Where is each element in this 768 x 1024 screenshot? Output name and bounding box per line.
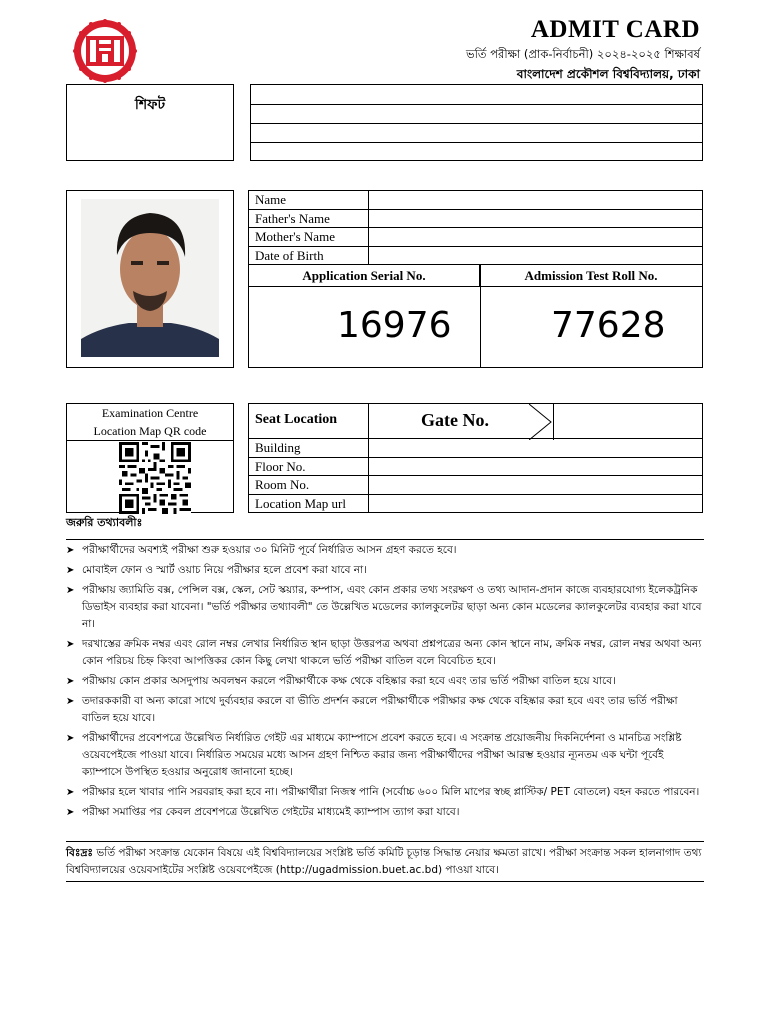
shift-row-divider xyxy=(251,142,702,143)
divider-line xyxy=(66,881,704,882)
university-logo xyxy=(72,18,138,84)
numbers-box xyxy=(248,264,703,368)
mother-name-value xyxy=(369,228,703,247)
qr-caption-divider xyxy=(67,440,233,441)
room-no-label: Room No. xyxy=(255,477,310,492)
shift-box xyxy=(66,84,234,161)
bullet-arrow-icon: ➤ xyxy=(66,545,75,556)
divider-line xyxy=(66,539,704,540)
roll-no-value: 77628 xyxy=(551,305,666,346)
qr-code-box xyxy=(66,403,234,513)
table-row xyxy=(249,246,703,265)
gate-value-divider xyxy=(553,404,554,440)
university-name: বাংলাদেশ প্রকৌশল বিশ্ববিদ্যালয়, ঢাকা xyxy=(516,67,700,81)
table-row xyxy=(249,228,703,247)
instruction-text: তদারককারী বা অন্য কারো সাথে দুর্ব্যবহার করলে বা ভীতি প্রদর্শন করলে পরীক্ষার্থীকে পরীক্ষার কক্ষ থেকে বহিষ্কার করা হবে এবং তার ভর্তি পরীক্ষা বাতিল হয়ে যাবে। xyxy=(82,695,678,724)
note-paragraph xyxy=(66,845,704,879)
mother-name-label: Mother's Name xyxy=(249,228,369,247)
instruction-text: পরীক্ষায় জ্যামিতি বক্স, পেন্সিল বক্স, স্কেল, সেট স্কয়্যার, কম্পাস, এবং কোন প্রকার তথ্য সংরক্ষণ ও তথ্য আদান-প্রদান কাজে ব্যবহারযোগ্য ইলেকট্রনিক ডিভাইস ব্যবহার করা যাবেনা। "ভর্তি পরীক্ষার তথ্যাবলী" তে উল্লেখিত মডেলের ক্যালকুলেটর ছাড়া অন্য কোন মডেলের ক্যালকুলেটর ব্যবহার করা যাবে না। xyxy=(82,584,702,630)
bullet-arrow-icon: ➤ xyxy=(66,787,75,798)
name-value xyxy=(369,191,703,210)
instruction-text: পরীক্ষার হলে খাবার পানি সরবরাহ করা হবে না। পরীক্ষার্থীরা নিজস্ব পানি (সর্বোচ্চ ৬০০ মিলি মাপের স্বচ্ছ প্লাস্টিক/ PET বোতলে) বহন করতে পারবেন। xyxy=(82,786,700,798)
instruction-item xyxy=(66,542,704,559)
exam-session-subtitle: ভর্তি পরীক্ষা (প্রাক-নির্বাচনী) ২০২৪-২০২৫ শিক্ষাবর্ষ xyxy=(466,47,700,61)
note-label: বিঃদ্রঃ xyxy=(66,847,94,859)
bullet-arrow-icon: ➤ xyxy=(66,733,75,744)
dob-value xyxy=(369,246,703,265)
divider-line xyxy=(66,841,704,842)
floor-row xyxy=(249,457,702,476)
name-label: Name xyxy=(249,191,369,210)
serial-no-value: 16976 xyxy=(337,305,452,346)
instruction-text: মোবাইল ফোন ও স্মার্ট ওয়াচ নিয়ে পরীক্ষার হলে প্রবেশ করা যাবে না। xyxy=(82,564,367,576)
shift-row-divider xyxy=(251,104,702,105)
bullet-arrow-icon: ➤ xyxy=(66,565,75,576)
shift-label: শিফট xyxy=(134,97,166,113)
instruction-item xyxy=(66,784,704,801)
serial-no-label: Application Serial No. xyxy=(249,265,480,287)
instruction-item xyxy=(66,562,704,579)
qr-caption xyxy=(67,404,233,440)
shift-table xyxy=(250,84,703,161)
location-map-url-label: Location Map url xyxy=(255,495,346,511)
floor-no-label: Floor No. xyxy=(255,458,306,474)
bullet-arrow-icon: ➤ xyxy=(66,807,75,818)
seat-location-label: Seat Location xyxy=(255,412,338,427)
room-row xyxy=(249,475,702,494)
instruction-item xyxy=(66,673,704,690)
instruction-text: পরীক্ষার্থীদের প্রবেশপত্রে উল্লেখিত নির্ধারিত গেইট এর মাধ্যমে ক্যাম্পাসে প্রবেশ করতে হবে। এ সংক্রান্ত প্রয়োজনীয় দিকনির্দেশনা ও মানচিত্র সংশ্লিষ্ট ওয়েবপেইজে পাওয়া যাবে। নির্ধারিত সময়ের মধ্যে আসন গ্রহণ নিশ্চিত করার জন্য পরীক্ষার্থীদের পরীক্ষা আরম্ভ হওয়ার ন্যূনতম এক ঘন্টা পূর্বেই ক্যাম্পাসে উপস্থিত হওয়ার অনুরোধ জানানো হচ্ছে। xyxy=(82,732,682,778)
important-info-heading: জরুরি তথ্যাবলীঃ xyxy=(66,516,143,529)
dob-label: Date of Birth xyxy=(249,246,369,265)
note-text: ভর্তি পরীক্ষা সংক্রান্ত যেকোন বিষয়ে এই বিশ্ববিদ্যালয়ের সংশ্লিষ্ট ভর্তি কমিটি চূড়ান্ত সিদ্ধান্ত নেয়ার ক্ষমতা রাখে। পরীক্ষা সংক্রান্ত সকল হালনাগাদ তথ্য বিশ্ববিদ্যালয়ের ওয়েবসাইটের সংশ্লিষ্ট ওয়েবপেইজে (http://ugadmission.buet.ac.bd) পাওয়া যাবে। xyxy=(66,847,702,876)
instruction-item xyxy=(66,693,704,727)
seat-location-table xyxy=(248,403,703,513)
shift-row-divider xyxy=(251,123,702,124)
location-map-qr-code[interactable] xyxy=(119,442,191,514)
instruction-text: পরীক্ষা সমাপ্তির পর কেবল প্রবেশপত্রে উল্লেখিত গেইটের মাধ্যমেই ক্যাম্পাস ত্যাগ করা যাবে। xyxy=(82,806,460,818)
page-title: ADMIT CARD xyxy=(530,16,700,43)
gate-no-label: Gate No. xyxy=(421,410,489,430)
bullet-arrow-icon: ➤ xyxy=(66,639,75,650)
instruction-item xyxy=(66,730,704,781)
table-row xyxy=(249,191,703,210)
candidate-info-table xyxy=(248,190,703,265)
building-label: Building xyxy=(255,440,301,455)
table-row xyxy=(249,209,703,228)
qr-caption-line1: Examination Centre xyxy=(101,406,199,420)
location-map-url-row xyxy=(249,494,702,513)
gate-arrow-shape xyxy=(529,404,555,440)
numbers-divider xyxy=(480,265,481,367)
roll-no-label: Admission Test Roll No. xyxy=(480,265,702,287)
qr-caption-line2: Location Map QR code xyxy=(93,424,207,438)
photo-frame xyxy=(66,190,234,368)
bullet-arrow-icon: ➤ xyxy=(66,585,75,596)
instructions-list xyxy=(66,542,704,824)
instruction-item xyxy=(66,804,704,821)
father-name-label: Father's Name xyxy=(249,209,369,228)
instruction-item xyxy=(66,636,704,670)
instruction-item xyxy=(66,582,704,633)
candidate-photo xyxy=(81,199,219,357)
building-row xyxy=(249,438,702,457)
instruction-text: পরীক্ষার্থীদের অবশ্যই পরীক্ষা শুরু হওয়ার ৩০ মিনিট পূর্বে নির্ধারিত আসন গ্রহণ করতে হবে। xyxy=(82,544,457,556)
father-name-value xyxy=(369,209,703,228)
bullet-arrow-icon: ➤ xyxy=(66,676,75,687)
instruction-text: দরখাস্তের ক্রমিক নম্বর এবং রোল নম্বর লেখার নির্ধারিত স্থান ছাড়া উত্তরপত্র অথবা প্রশ্নপত্রের অন্য কোন স্থানে নাম, ক্রমিক নম্বর, রোল নম্বর অথবা অন্য কোন পরিচয় চিহ্ন কিংবা আপত্তিকর কোন কিছু লেখা থাকলে ভর্তি পরীক্ষা বাতিল বলে বিবেচিত হবে। xyxy=(82,638,702,667)
instruction-text: পরীক্ষায় কোন প্রকার অসদুপায় অবলম্বন করলে পরীক্ষার্থীকে কক্ষ থেকে বহিষ্কার করা হবে এবং তার ভর্তি পরীক্ষা বাতিল হয়ে যাবে। xyxy=(82,675,616,687)
bullet-arrow-icon: ➤ xyxy=(66,696,75,707)
